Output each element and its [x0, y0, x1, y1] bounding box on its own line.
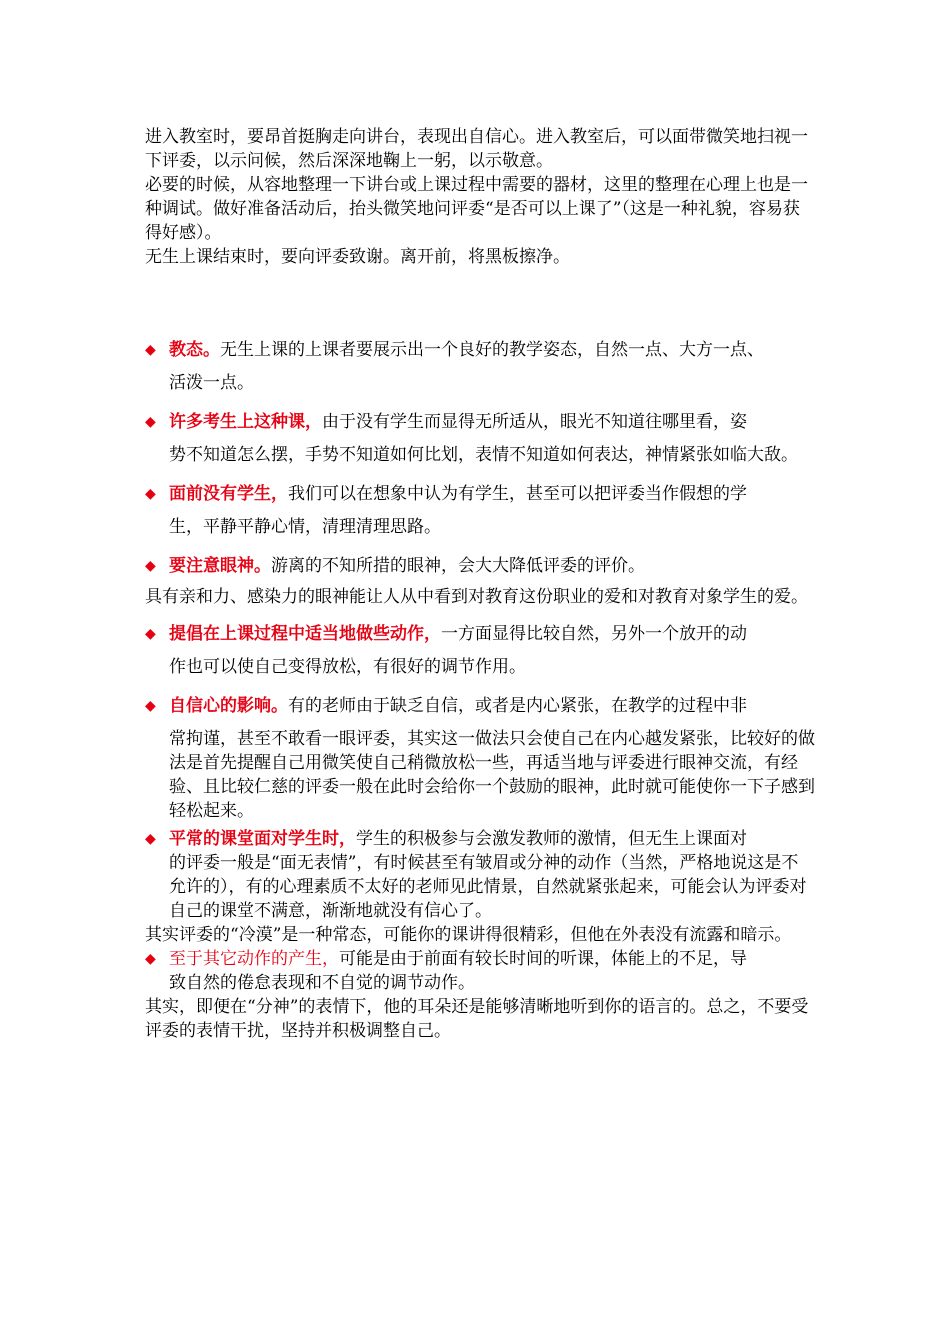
bullet-text: 学生的积极参与会激发教师的激情，但无生上课面对	[356, 829, 747, 849]
bullet-keyword: 教态。	[169, 340, 220, 360]
bullet-many-candidates	[145, 407, 815, 467]
bullet-continuation: 生，平静平静心情，清理清理思路。	[169, 517, 441, 537]
diamond-bullet-icon: ◆	[145, 831, 156, 847]
bullet-text: 无生上课的上课者要展示出一个良好的教学姿态，自然一点、大方一点、	[220, 340, 764, 360]
bullet-keyword: 要注意眼神。	[169, 556, 271, 576]
bullet-confidence	[145, 691, 815, 823]
diamond-bullet-icon: ◆	[145, 558, 156, 574]
bullet-keyword: 至于其它动作的产生，	[169, 949, 339, 969]
bullet-text: 由于没有学生而显得无所适从，眼光不知道往哪里看，姿	[322, 412, 747, 432]
bullet-keyword: 自信心的影响。	[169, 696, 288, 716]
diamond-bullet-icon: ◆	[145, 486, 156, 502]
section-spacer	[145, 269, 815, 335]
bullet-keyword: 提倡在上课过程中适当地做些动作，	[169, 624, 441, 644]
bullet-keyword: 面前没有学生，	[169, 484, 288, 504]
bullet-keyword: 许多考生上这种课，	[169, 412, 322, 432]
diamond-bullet-icon: ◆	[145, 626, 156, 642]
bullet-continuation: 活泼一点。	[169, 373, 254, 393]
bullet-continuation: 势不知道怎么摆，手势不知道如何比划，表情不知道如何表达，神情紧张如临大敌。	[169, 445, 798, 465]
diamond-bullet-icon: ◆	[145, 698, 156, 714]
bullet-other-actions	[145, 947, 815, 995]
bullet-text: 有的老师由于缺乏自信，或者是内心紧张，在教学的过程中非	[288, 696, 747, 716]
bullet-normal-class	[145, 827, 815, 923]
bullet-keyword: 平常的课堂面对学生时，	[169, 829, 356, 849]
diamond-bullet-icon: ◆	[145, 414, 156, 430]
bullet-continuation: 致自然的倦怠表现和不自觉的调节动作。	[169, 973, 475, 993]
eye-note-paragraph: 具有亲和力、感染力的眼神能让人从中看到对教育这份职业的爱和对教育对象学生的爱。	[145, 587, 808, 607]
diamond-bullet-icon: ◆	[145, 342, 156, 358]
document-page	[145, 125, 815, 1043]
intro-paragraph-3: 无生上课结束时，要向评委致谢。离开前，将黑板擦净。	[145, 247, 570, 267]
bullet-text: 我们可以在想象中认为有学生，甚至可以把评委当作假想的学	[288, 484, 747, 504]
closing-paragraph: 其实，即便在“分神”的表情下，他的耳朵还是能够清晰地听到你的语言的。总之，不要受评委的表情干扰，坚持并积极调整自己。	[145, 997, 809, 1041]
bullet-no-students	[145, 479, 815, 539]
intro-paragraph-2: 必要的时候，从容地整理一下讲台或上课过程中需要的器材，这里的整理在心理上也是一种调试。做好准备活动后，抬头微笑地问评委“是否可以上课了”（这是一种礼貌，容易获得好感）。	[145, 175, 808, 243]
cold-note-paragraph: 其实评委的“冷漠”是一种常态，可能你的课讲得很精彩，但他在外表没有流露和暗示。	[145, 925, 792, 945]
intro-paragraph-1: 进入教室时，要昂首挺胸走向讲台，表现出自信心。进入教室后，可以面带微笑地扫视一下评委，以示问候，然后深深地鞠上一躬，以示敬意。	[145, 127, 808, 171]
bullet-text: 可能是由于前面有较长时间的听课，体能上的不足，导	[339, 949, 747, 969]
bullet-demeanor	[145, 335, 815, 395]
bullet-text: 游离的不知所措的眼神，会大大降低评委的评价。	[271, 556, 645, 576]
bullet-eye-contact	[145, 551, 815, 581]
bullet-continuation: 作也可以使自己变得放松，有很好的调节作用。	[169, 657, 526, 677]
bullet-continuation: 的评委一般是“面无表情”，有时候甚至有皱眉或分神的动作（当然，严格地说这是不允许的），有的心理素质不太好的老师见此情景，自然就紧张起来，可能会认为评委对自己的课堂不满意，渐渐地就没有信心了。	[169, 853, 807, 921]
bullet-text: 一方面显得比较自然，另外一个放开的动	[441, 624, 747, 644]
bullet-continuation: 常拘谨，甚至不敢看一眼评委，其实这一做法只会使自己在内心越发紧张，比较好的做法是首先提醒自己用微笑使自己稍微放松一些，再适当地与评委进行眼神交流，有经验、且比较仁慈的评委一般在此时会给你一个鼓励的眼神，此时就可能使你一下子感到轻松起来。	[169, 729, 815, 821]
bullet-gestures	[145, 619, 815, 679]
diamond-bullet-icon: ◆	[145, 951, 156, 967]
